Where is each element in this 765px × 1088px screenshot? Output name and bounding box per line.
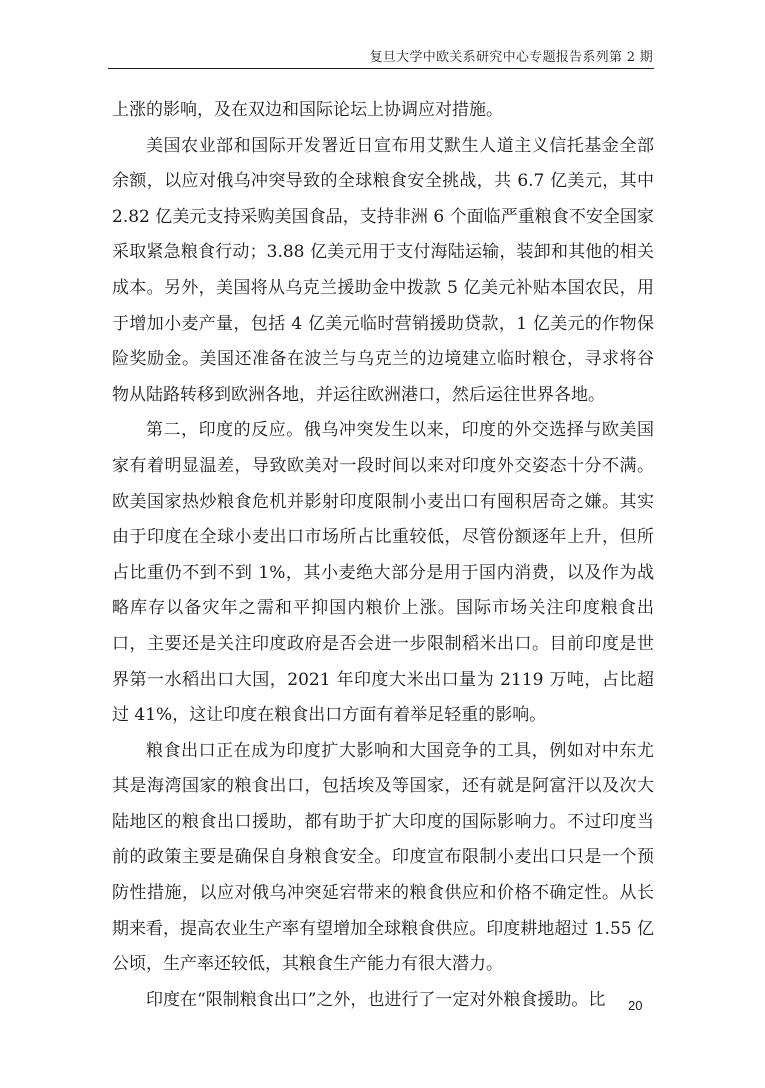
body-text: [112, 93, 654, 1018]
paragraph-india-food-aid: 印度在“限制粮食出口”之外，也进行了一定对外粮食援助。比: [146, 989, 606, 1010]
paragraph-continued: 上涨的影响，及在双边和国际论坛上协调应对措施。: [112, 100, 503, 120]
header-rule: [108, 68, 654, 69]
page-number: 20: [628, 998, 643, 1013]
paragraph-us-aid: 美国农业部和国际开发署近日宣布用艾默生人道主义信托基金全部余额，以应对俄乌冲突导致的全球粮食安全挑战，共 6.7 亿美元，其中 2.82 亿美元支持采购美国食品，支持非洲 6 个面临严重粮食不安全国家采取紧急粮食行动；3.88 亿美元用于支付海陆运输，装卸和其他的相关成本。另外，美国将从乌克兰援助金中拨款 5 亿美元补贴本国农民，用于增加小麦产量，包括 4 亿美元临时营销援助贷款，1 亿美元的作物保险奖励金。美国还准备在波兰与乌克兰的边境建立临时粮仓，寻求将谷物从陆路转移到欧洲各地，并运往欧洲港口，然后运往世界各地。: [112, 135, 654, 405]
running-header: 复旦大学中欧关系研究中心专题报告系列第 2 期: [369, 50, 653, 65]
paragraph-india-response: 第二，印度的反应。俄乌冲突发生以来，印度的外交选择与欧美国家有着明显温差，导致欧美对一段时间以来对印度外交姿态十分不满。欧美国家热炒粮食危机并影射印度限制小麦出口有囤积居奇之嫌。其实由于印度在全球小麦出口市场所占比重较低，尽管份额逐年上升，但所占比重仍不到不到 1%，其小麦绝大部分是用于国内消费，以及作为战略库存以备灾年之需和平抑国内粮价上涨。国际市场关注印度粮食出口，主要还是关注印度政府是否会进一步限制稻米出口。目前印度是世界第一水稻出口大国，2021 年印度大米出口量为 2119 万吨，占比超过 41%，这让印度在粮食出口方面有着举足轻重的影响。: [112, 420, 654, 726]
paragraph-india-grain-exports: 粮食出口正在成为印度扩大影响和大国竞争的工具，例如对中东尤其是海湾国家的粮食出口，包括埃及等国家，还有就是阿富汗以及次大陆地区的粮食出口援助，都有助于扩大印度的国际影响力。不过印度当前的政策主要是确保自身粮食安全。印度宣布限制小麦出口只是一个预防性措施，以应对俄乌冲突延宕带来的粮食供应和价格不确定性。从长期来看，提高农业生产率有望增加全球粮食供应。印度耕地超过 1.55 亿公顷，生产率还较低，其粮食生产能力有很大潜力。: [112, 740, 654, 975]
